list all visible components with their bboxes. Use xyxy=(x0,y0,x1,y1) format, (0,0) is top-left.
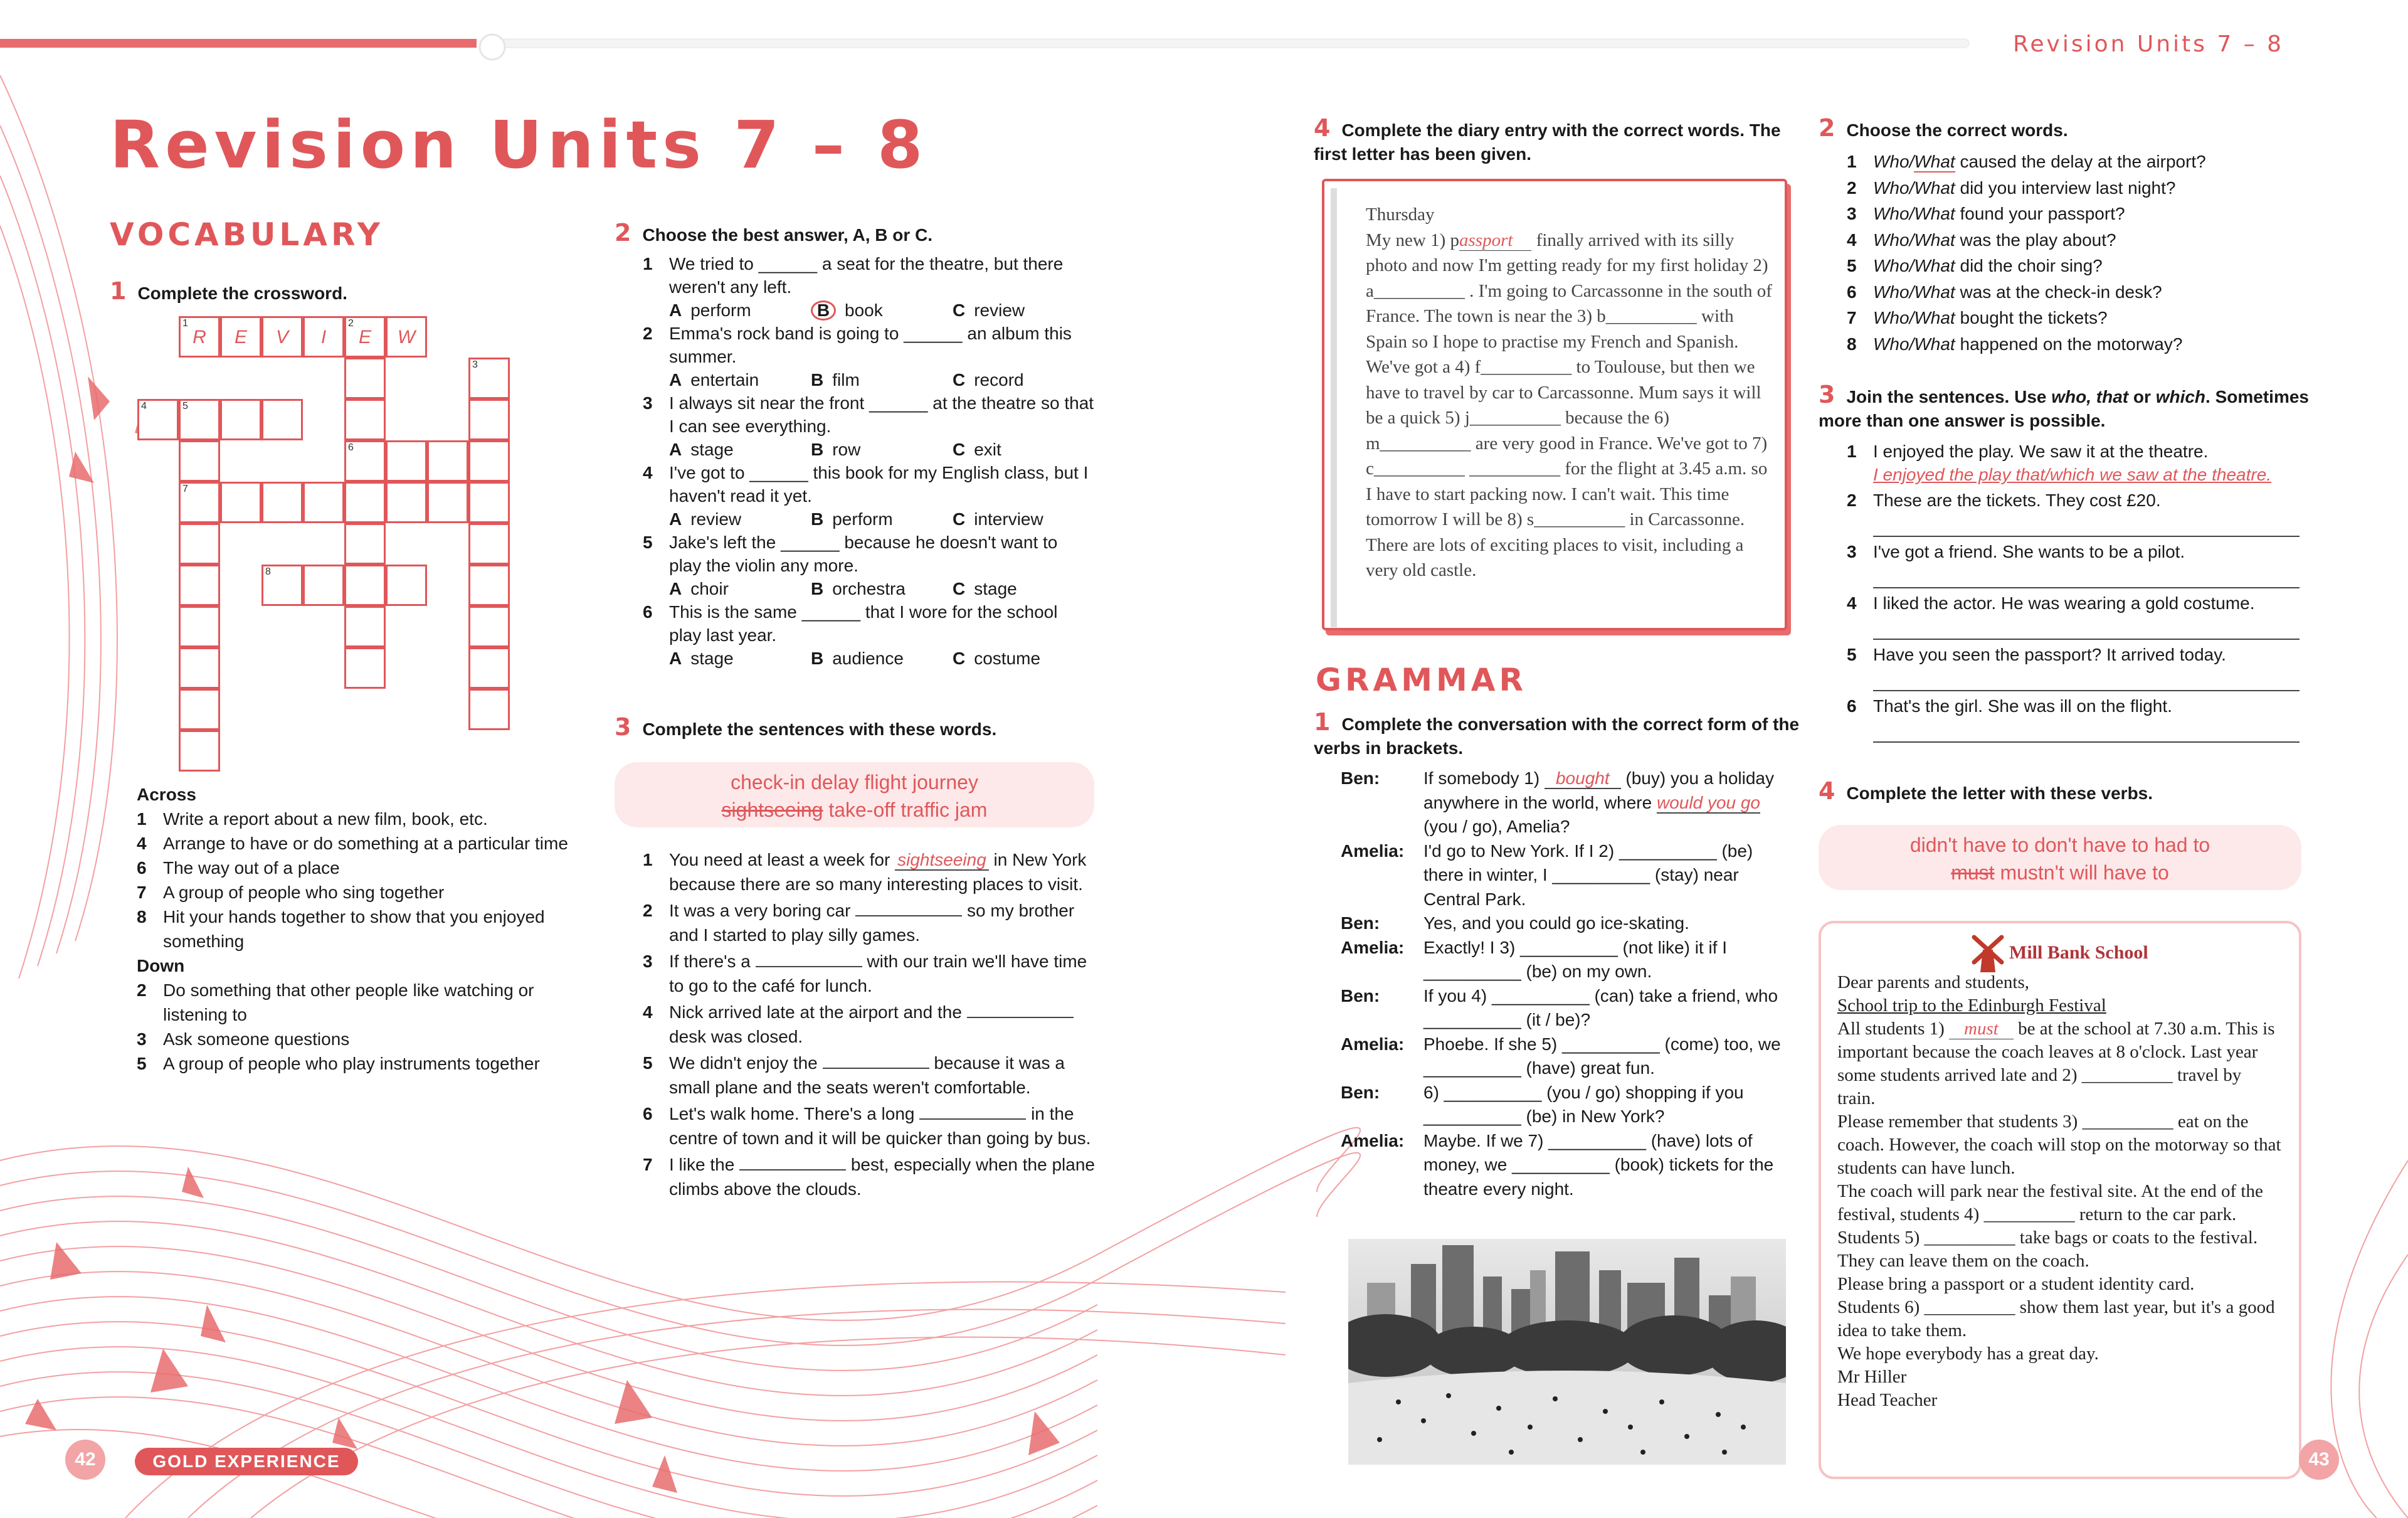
vocabulary-heading: VOCABULARY xyxy=(110,216,384,253)
crossword-cell[interactable] xyxy=(261,399,303,440)
answer-blank[interactable] xyxy=(756,950,862,967)
diary-entry: Thursday My new 1) passport finally arrived with its silly photo and now I'm getting ready for my first holiday 2) a__________ . I'm going to Carcassonne in the south of France. The town is near the 3) b__________ with Spain so I hope to practise my French and Spanish. We've got a 4) f__________ to Toulouse, but then we have to travel by car to Carcassonne. Mum says it will be a quick 5) j__________ because the 6) m__________ are very good in France. We've got to 7) c__________ __________ for the flight at 3.45 a.m. so I have to start packing now. I can't wait. This time tomorrow I will be 8) s__________ in Carcassonne. There are lots of exciting places to visit, including a very old castle. xyxy=(1366,204,1772,580)
clue-item: 5 A group of people who play instruments together xyxy=(137,1054,540,1073)
conversation-line: Ben: 6) __________ (you / go) shopping if you __________ (be) in New York? xyxy=(1341,1082,1744,1126)
crossword-cell[interactable] xyxy=(344,647,386,689)
crossword-cell[interactable]: 2 E xyxy=(344,316,386,358)
crossword-cell[interactable] xyxy=(386,565,427,606)
crossword-cell[interactable] xyxy=(468,606,510,647)
clue-item: 7 A group of people who sing together xyxy=(137,883,445,902)
sentence-item: 5 We didn't enjoy the because it was a small plane and the seats weren't comfortable. xyxy=(643,1051,1097,1100)
crossword-cell[interactable] xyxy=(344,399,386,440)
choice-item: 4 Who/What was the play about? xyxy=(1847,230,2116,250)
grammar-ex1-heading: 1 Complete the conversation with the correct form of the verbs in brackets. xyxy=(1314,708,1800,758)
vocab-ex2-heading: 2 Choose the best answer, A, B or C. xyxy=(615,219,933,247)
sentence-item: 6 Let's walk home. There's a long in the centre of town and it will be quicker than going by bus. xyxy=(643,1102,1097,1150)
choice-item: 7 Who/What bought the tickets? xyxy=(1847,308,2108,327)
conversation-line: Ben: If you 4) __________ (can) take a friend, who __________ (it / be)? xyxy=(1341,985,1778,1029)
vocab-ex1-heading xyxy=(110,279,347,305)
grammar-ex2-heading: 2 Choose the correct words. xyxy=(1819,114,2068,142)
vocab-ex2-list xyxy=(643,252,1094,670)
question-item: 6 This is the same ______ that I wore for the school play last year. A stage B audience C costume xyxy=(643,602,1058,668)
exercise-instruction: Complete the crossword. xyxy=(137,284,347,303)
crossword-cell[interactable] xyxy=(468,482,510,523)
crossword-cell[interactable] xyxy=(468,647,510,689)
choice-item: 2 Who/What did you interview last night? xyxy=(1847,178,2176,198)
conversation xyxy=(1341,767,1792,1201)
choice-item: 6 Who/What was at the check-in desk? xyxy=(1847,282,2162,302)
crossword-cell[interactable]: W xyxy=(386,316,427,358)
answer-blank[interactable] xyxy=(739,1153,846,1170)
grammar-ex2-list xyxy=(1847,149,2348,357)
brand-badge: GOLD EXPERIENCE xyxy=(135,1448,358,1475)
crossword-cell[interactable] xyxy=(344,523,386,565)
central-park-ice-rink-photo xyxy=(1348,1239,1786,1465)
conversation-line: Amelia: Exactly! I 3) __________ (not like) it if I __________ (be) on my own. xyxy=(1341,937,1728,981)
crossword-cell[interactable] xyxy=(427,482,468,523)
crossword-cell[interactable] xyxy=(303,482,344,523)
crossword-clues xyxy=(137,782,594,1076)
crossword-cell[interactable] xyxy=(344,358,386,399)
sentence-item: 1 You need at least a week for sightseeing in New York because there are so many interesting places to visit. xyxy=(643,850,1087,894)
grammar-ex3-list xyxy=(1847,439,2336,743)
crossword-cell[interactable] xyxy=(427,440,468,482)
question-item: 2 Emma's rock band is going to ______ an album this summer. A entertain B film C record xyxy=(643,324,1072,390)
conversation-line: Amelia: Maybe. If we 7) __________ (have) lots of money, we __________ (book) tickets for the theatre every night. xyxy=(1341,1130,1774,1199)
crossword-cell[interactable] xyxy=(179,606,220,647)
vocab-ex3-list xyxy=(643,848,1097,1201)
verb-box: didn't have to don't have to had to must mustn't will have to xyxy=(1819,825,2301,890)
grammar-heading: GRAMMAR xyxy=(1316,662,1527,698)
answer-line[interactable] xyxy=(1873,565,2300,588)
join-item: 5 Have you seen the passport? It arrived today. xyxy=(1847,645,2226,664)
filled-answer[interactable]: assport xyxy=(1459,230,1531,251)
crossword-cell[interactable] xyxy=(179,647,220,689)
crossword-cell[interactable] xyxy=(468,440,510,482)
crossword-cell[interactable]: 5 xyxy=(179,399,220,440)
answer-line[interactable] xyxy=(1873,719,2300,743)
sentence-item: 4 Nick arrived late at the airport and the desk was closed. xyxy=(643,1001,1097,1049)
conversation-line: Amelia: I'd go to New York. If I 2) __________ (be) there in winter, I __________ (stay) near Central Park. xyxy=(1341,841,1753,909)
crossword-cell[interactable] xyxy=(386,440,427,482)
crossword-cell[interactable] xyxy=(179,730,220,772)
sentence-item: 2 It was a very boring car so my brother and I started to play silly games. xyxy=(643,899,1097,947)
selected-word[interactable]: What xyxy=(1914,152,1955,171)
filled-answer[interactable]: would you go xyxy=(1656,792,1760,812)
sentence-item: 3 If there's a with our train we'll have time to go to the café for lunch. xyxy=(643,950,1097,998)
crossword-cell[interactable]: 4 xyxy=(137,399,179,440)
school-logo xyxy=(1969,933,2148,974)
join-item: 6 That's the girl. She was ill on the flight. xyxy=(1847,696,2172,716)
join-item: 1 I enjoyed the play. We saw it at the theatre. xyxy=(1847,442,2209,461)
crossword-cell[interactable] xyxy=(220,482,261,523)
join-item: 2 These are the tickets. They cost £20. xyxy=(1847,491,2161,510)
crossword-cell[interactable] xyxy=(468,689,510,730)
clue-item: 2 Do something that other people like watching or listening to xyxy=(137,980,534,1024)
choice-item: 8 Who/What happened on the motorway? xyxy=(1847,334,2183,354)
crossword-cell[interactable] xyxy=(344,606,386,647)
photo-illustration xyxy=(1348,1239,1786,1465)
windmill-icon xyxy=(1969,933,2007,974)
crossword-cell[interactable] xyxy=(344,565,386,606)
filled-answer[interactable]: I enjoyed the play that/which we saw at the theatre. xyxy=(1873,465,2272,484)
answer-blank[interactable] xyxy=(919,1102,1026,1120)
clue-item: 1 Write a report about a new film, book, etc. xyxy=(137,809,488,829)
crossword-cell[interactable]: 8 xyxy=(261,565,303,606)
page-number-left: 42 xyxy=(65,1440,105,1480)
grammar-ex4-heading: 4 Complete the letter with these verbs. xyxy=(1819,777,2153,805)
crossword-cell[interactable]: 7 xyxy=(179,482,220,523)
crossword-cell[interactable]: E xyxy=(220,316,261,358)
exercise-number: 1 xyxy=(110,277,127,305)
choice-item: 1 Who/What caused the delay at the airport? xyxy=(1847,152,2206,171)
conversation-line: Amelia: Phoebe. If she 5) __________ (come) too, we __________ (have) great fun. xyxy=(1341,1034,1781,1078)
crossword-cell[interactable] xyxy=(179,440,220,482)
running-title: Revision Units 7 – 8 xyxy=(2013,31,2284,57)
school-name: Mill Bank School xyxy=(2009,942,2148,963)
crossword-cell[interactable]: 6 xyxy=(344,440,386,482)
sentence-item: 7 I like the best, especially when the plane climbs above the clouds. xyxy=(643,1153,1097,1201)
crossword-cell[interactable]: 3 xyxy=(468,358,510,399)
choice-item: 3 Who/What found your passport? xyxy=(1847,204,2125,223)
conversation-line: Ben: If somebody 1) bought (buy) you a holiday anywhere in the world, where would you go (you / go), Amelia? xyxy=(1341,768,1774,836)
answer-blank[interactable] xyxy=(967,1001,1074,1018)
join-item: 4 I liked the actor. He was wearing a gold costume. xyxy=(1847,593,2255,613)
clue-item: 6 The way out of a place xyxy=(137,858,340,878)
down-heading: Down xyxy=(137,956,185,975)
grammar-ex3-heading: 3 Join the sentences. Use who, that or which. Sometimes more than one answer is possible. xyxy=(1819,381,2309,430)
answer-line[interactable] xyxy=(1873,616,2300,640)
filled-answer[interactable]: must xyxy=(1949,1019,2014,1039)
question-item: 4 I've got to ______ this book for my English class, but I haven't read it yet. A review B perform C interview xyxy=(643,463,1089,529)
crossword-cell[interactable] xyxy=(179,523,220,565)
vocab-ex3-heading: 3 Complete the sentences with these words. xyxy=(615,713,997,741)
clue-item: 3 Ask someone questions xyxy=(137,1029,350,1049)
join-item: 3 I've got a friend. She wants to be a pilot. xyxy=(1847,542,2185,561)
crossword-cell[interactable] xyxy=(386,482,427,523)
filled-answer[interactable]: bought xyxy=(1545,768,1621,789)
conversation-line: Ben: Yes, and you could go ice-skating. xyxy=(1341,913,1689,933)
question-item: 5 Jake's left the ______ because he doesn't want to play the violin any more. A choir B orchestra C stage xyxy=(643,533,1058,598)
crossword-cell[interactable] xyxy=(468,523,510,565)
answer-blank[interactable] xyxy=(855,899,962,916)
clue-item: 4 Arrange to have or do something at a particular time xyxy=(137,834,568,853)
clue-item: 8 Hit your hands together to show that you enjoyed something xyxy=(137,907,545,951)
diary-ex-heading: 4 Complete the diary entry with the correct words. The first letter has been given. xyxy=(1314,114,1781,164)
crossword-cell[interactable] xyxy=(468,399,510,440)
answer-blank[interactable] xyxy=(823,1051,929,1069)
crossword-cell[interactable] xyxy=(179,689,220,730)
crossword-cell[interactable] xyxy=(261,482,303,523)
page-title: Revision Units 7 – 8 xyxy=(110,107,928,183)
selected-answer-circle[interactable]: B xyxy=(811,300,836,321)
crossword-cell[interactable] xyxy=(468,565,510,606)
crossword-cell[interactable] xyxy=(303,565,344,606)
word-box: check-in delay flight journey sightseeing take-off traffic jam xyxy=(615,762,1094,827)
crossword-cell[interactable]: I xyxy=(303,316,344,358)
filled-answer[interactable]: sightseeing xyxy=(895,850,989,871)
question-item: 3 I always sit near the front ______ at the theatre so that I can see everything. A stage B row C exit xyxy=(643,393,1094,459)
across-heading: Across xyxy=(137,785,196,804)
choice-item: 5 Who/What did the choir sing? xyxy=(1847,256,2103,275)
page-number-right: 43 xyxy=(2299,1440,2339,1480)
crossword-cell[interactable]: 1 R xyxy=(179,316,220,358)
answer-line[interactable] xyxy=(1873,513,2300,537)
crossword-cell[interactable] xyxy=(220,399,261,440)
answer-line[interactable] xyxy=(1873,667,2300,691)
crossword-cell[interactable] xyxy=(179,565,220,606)
question-item: 1 We tried to ______ a seat for the theatre, but there weren't any left. A perform B book C review xyxy=(643,254,1064,320)
crossword-cell[interactable]: V xyxy=(261,316,303,358)
letter-body: Dear parents and students, School trip to the Edinburgh Festival All students 1) must be at the school at 7.30 a.m. This is important because the coach leaves at 8 o'clock. Last year some students arrived late and 2) __________ travel by train. Please remember that students 3) __________ eat on the coach. However, the coach will stop on the motorway so that students can have lunch. The coach will park near the festival site. At the end of the festival, students 4) __________ return to the car park. Students 5) __________ take bags or coats to the festival. They can leave them on the coach. Please bring a passport or a student identity card. Students 6) __________ show them last year, but it's a good idea to take them. We hope everybody has a great day. Mr Hiller Head Teacher xyxy=(1837,972,2281,1410)
crossword-cell[interactable] xyxy=(344,482,386,523)
